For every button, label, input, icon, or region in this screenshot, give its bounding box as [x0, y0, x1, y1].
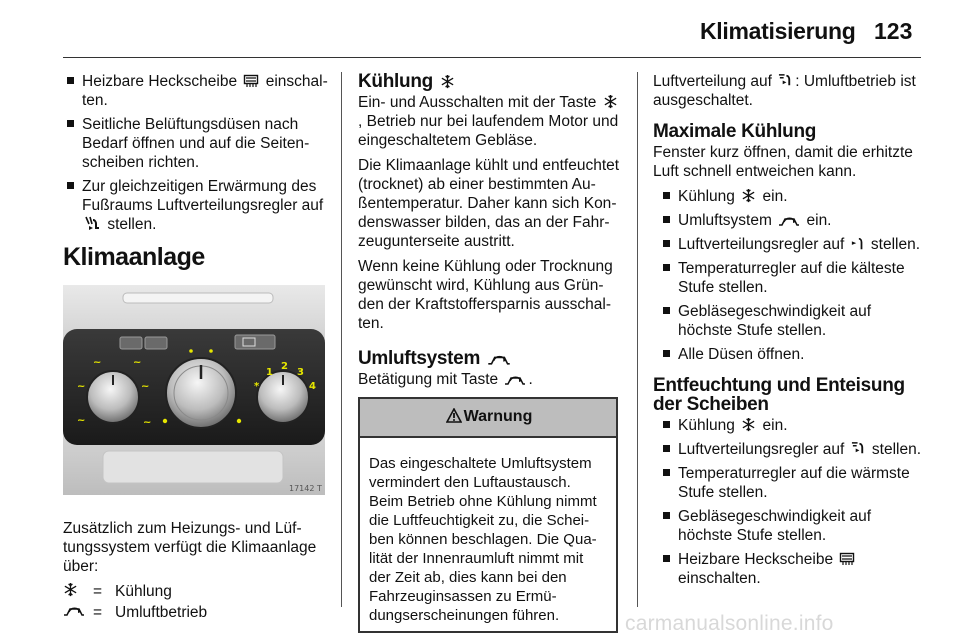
section-title-text: Umluftsystem	[358, 348, 481, 369]
legend-row	[63, 603, 328, 622]
legend-row	[63, 582, 328, 602]
item-text: Gebläsegeschwindigkeit auf höchste Stufe stellen.	[678, 508, 872, 544]
snowflake-icon	[603, 94, 618, 109]
paragraph-text: Luftverteilung auf	[653, 73, 772, 90]
item-text: Luftverteilungsregler auf	[678, 236, 845, 253]
cooling-paragraph	[358, 93, 622, 150]
list-item	[659, 259, 923, 297]
item-text: Heizbare Heckscheibe	[678, 551, 834, 568]
item-text: Zur gleichzeitigen Erwärmung des Fußraums Luftverteilungsregler auf	[82, 178, 324, 214]
air-distribution-windscreen-icon	[778, 73, 793, 88]
column-divider	[637, 72, 638, 607]
item-text: Kühlung	[678, 188, 735, 205]
list-item	[63, 177, 328, 234]
item-text: stellen.	[871, 441, 922, 458]
rear-window-heater-icon	[243, 74, 259, 88]
svg-text:~: ~	[141, 381, 150, 392]
chapter-title: Klimaanlage	[63, 243, 205, 271]
column-left	[63, 72, 328, 623]
defog-steps	[653, 416, 923, 588]
item-text: Heizbare Heckscheibe	[82, 73, 238, 90]
svg-text:2: 2	[281, 361, 288, 372]
watermark: carmanualsonline.info	[625, 612, 834, 635]
item-text: stellen.	[870, 236, 921, 253]
list-item	[659, 440, 923, 459]
list-item	[659, 550, 923, 588]
list-item	[659, 345, 923, 364]
svg-text:~: ~	[133, 357, 142, 368]
list-item	[659, 416, 923, 435]
section-title-recirculation	[358, 349, 622, 368]
svg-text:~: ~	[143, 417, 152, 428]
svg-text:~: ~	[93, 357, 102, 368]
snowflake-icon	[741, 417, 756, 432]
recirculation-icon	[487, 351, 511, 366]
legend-equals: =	[93, 604, 103, 621]
air-distribution-face-icon	[851, 237, 865, 251]
column-right	[653, 72, 923, 593]
rear-window-heater-icon	[839, 552, 855, 566]
warning-title: Warnung	[463, 408, 533, 425]
warning-box	[358, 397, 618, 633]
list-item	[63, 72, 328, 110]
svg-text:3: 3	[297, 367, 304, 378]
snowflake-icon	[440, 74, 455, 89]
item-text: Umluftsystem	[678, 212, 772, 229]
item-text: Kühlung	[678, 417, 735, 434]
intro-paragraph	[653, 72, 923, 110]
item-text: ein.	[762, 188, 788, 205]
warning-triangle-icon	[446, 408, 462, 423]
max-cooling-intro: Fenster kurz öffnen, damit die erhitzte Luft schnell entweichen kann.	[653, 144, 913, 180]
cooling-paragraph: Wenn keine Kühlung oder Trocknung gewünscht wird, Kühlung aus Gründen der Kraftstoffersparnis ausschalten.	[358, 258, 613, 332]
section-title-max-cooling: Maximale Kühlung	[653, 121, 817, 142]
air-distribution-windscreen-icon	[851, 441, 866, 456]
list-item	[659, 507, 923, 545]
list-item	[659, 235, 923, 254]
recirculation-icon	[504, 372, 526, 386]
list-item	[63, 115, 328, 172]
list-item	[659, 302, 923, 340]
column-divider	[341, 72, 342, 607]
symbol-legend	[63, 582, 328, 622]
list-item	[659, 187, 923, 206]
item-text: Temperaturregler auf die kälteste Stufe stellen.	[678, 260, 905, 296]
air-distribution-floor-windscreen-icon	[84, 216, 101, 231]
item-text: Temperaturregler auf die wärmste Stufe stellen.	[678, 465, 910, 501]
item-text: Gebläsegeschwindigkeit auf höchste Stufe stellen.	[678, 303, 872, 339]
snowflake-icon	[741, 188, 756, 203]
item-text: Alle Düsen öffnen.	[678, 346, 805, 363]
paragraph-text: Ein- und Ausschalten mit der Taste	[358, 94, 597, 111]
header-rule	[63, 57, 921, 58]
legend-label: Umluftbetrieb	[115, 604, 208, 621]
section-title-text: Kühlung	[358, 71, 433, 92]
recirculation-icon	[63, 603, 85, 617]
item-text: einschalten.	[82, 73, 328, 109]
recirculation-paragraph: Betätigung mit Taste .	[358, 371, 533, 388]
item-text: Luftverteilungsregler auf	[678, 441, 845, 458]
header-title: Klimatisierung	[700, 18, 856, 44]
warning-header	[360, 399, 616, 438]
legend-label: Kühlung	[115, 583, 172, 600]
section-title-defog: Entfeuchtung und Enteisung der Scheiben	[653, 375, 905, 415]
svg-text:4: 4	[309, 381, 316, 392]
paragraph-text: : Umluftbetrieb ist ausgeschaltet.	[653, 73, 916, 109]
climate-control-illustration	[63, 285, 325, 495]
page-number: 123	[874, 18, 913, 44]
svg-text:1: 1	[266, 367, 273, 378]
section-title-cooling	[358, 72, 622, 91]
svg-text:*: *	[254, 381, 260, 392]
column-middle	[358, 72, 622, 633]
paragraph-text: Betätigung mit Taste	[358, 371, 499, 388]
legend-equals: =	[93, 583, 103, 600]
warning-text: Das eingeschaltete Umluftsystem vermindert den Luftaustausch. Beim Betrieb ohne Kühlung nimmt die Luftfeuchtigkeit zu, die Scheiben können beschlagen. Die Qualität der Innenraumluft nimmt mit der Zeit ab, dies kann bei den Fahrzeuginsassen zu Ermüdungserscheinungen führen.	[369, 455, 597, 624]
intro-paragraph: Zusätzlich zum Heizungs- und Lüftungssystem verfügt die Klimaanlage über:	[63, 520, 317, 575]
snowflake-icon	[63, 582, 78, 597]
list-item	[659, 211, 923, 230]
climate-control-photo	[63, 285, 325, 495]
item-text: stellen.	[107, 216, 157, 233]
paragraph-text: , Betrieb nur bei laufendem Motor und eingeschaltetem Gebläse.	[358, 113, 619, 149]
cooling-paragraph: Die Klimaanlage kühlt und entfeuchtet (trocknet) ab einer bestimmten Außentemperatur. Daher kann sich Kondenswasser bilden, das an der Fahrzeugunterseite austritt.	[358, 157, 620, 250]
recirculation-icon	[778, 213, 800, 227]
list-item	[659, 464, 923, 502]
svg-text:~: ~	[77, 415, 86, 426]
item-text: einschalten.	[678, 570, 761, 587]
bullet-list	[63, 72, 328, 234]
svg-text:~: ~	[77, 381, 86, 392]
item-text: ein.	[806, 212, 832, 229]
item-text: ein.	[762, 417, 788, 434]
figure-code: 17142 T	[289, 484, 322, 493]
max-cooling-steps	[653, 187, 923, 364]
item-text: Seitliche Belüftungsdüsen nach Bedarf öffnen und auf die Seitenscheiben richten.	[82, 116, 310, 171]
